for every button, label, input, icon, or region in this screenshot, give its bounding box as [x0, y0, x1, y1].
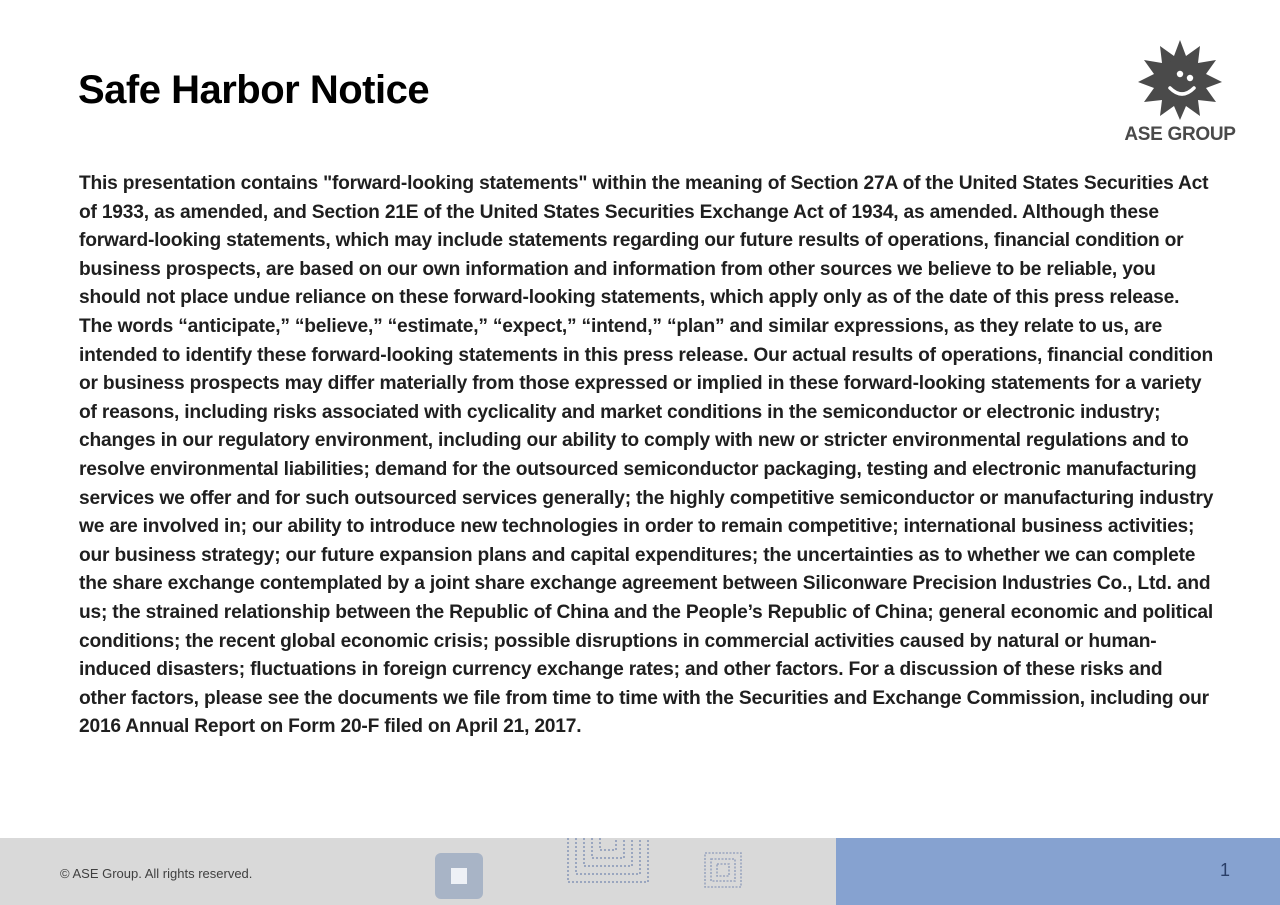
footer-bar [0, 838, 1280, 905]
chip-pattern-icon [434, 852, 484, 900]
safe-harbor-paragraph: This presentation contains "forward-looking statements" within the meaning of Section 27A of the United States Securities Act of 1933, as amended, and Section 21E of the United States Securities Exchange Act of 1934, as amended. Although these forward-looking statements, which may include statements regarding our future results of operations, financial condition or business prospects, are based on our own information and information from other sources we believe to be reliable, you should not place undue reliance on these forward-looking statements, which apply only as of the date of this press release. The words “anticipate,” “believe,” “estimate,” “expect,” “intend,” “plan” and similar expressions, as they relate to us, are intended to identify these forward-looking statements in this press release. Our actual results of operations, financial condition or business prospects may differ materially from those expressed or implied in these forward-looking statements for a variety of reasons, including risks associated with cyclicality and market conditions in the semiconductor or electronic industry; changes in our regulatory environment, including our ability to comply with new or stricter environmental regulations and to resolve environmental liabilities; demand for the outsourced semiconductor packaging, testing and electronic manufacturing services we offer and for such outsourced services generally; the highly competitive semiconductor or manufacturing industry we are involved in; our ability to introduce new technologies in order to remain competitive; international business activities; our business strategy; our future expansion plans and capital expenditures; the uncertainties as to whether we can complete the share exchange contemplated by a joint share exchange agreement between Siliconware Precision Industries Co., Ltd. and us; the strained relationship between the Republic of China and the People’s Republic of China; general economic and political conditions; the recent global economic crisis; possible disruptions in commercial activities caused by natural or human-induced disasters; fluctuations in foreign currency exchange rates; and other factors. For a discussion of these risks and other factors, please see the documents we file from time to time with the Securities and Exchange Commission, including our 2016 Annual Report on Form 20-F filed on April 21, 2017. [79, 173, 1214, 738]
page-title: Safe Harbor Notice [78, 68, 430, 112]
footer-blue-panel [836, 838, 1280, 905]
page-number: 1 [1219, 860, 1230, 880]
ase-group-logo [1124, 38, 1236, 150]
copyright-text: © ASE Group. All rights reserved. [60, 866, 253, 881]
sun-logo-icon [1134, 38, 1226, 122]
package-pattern-icon [704, 852, 742, 888]
logo-wordmark: ASE GROUP [1124, 124, 1236, 145]
circuit-pattern-icon [566, 838, 650, 884]
